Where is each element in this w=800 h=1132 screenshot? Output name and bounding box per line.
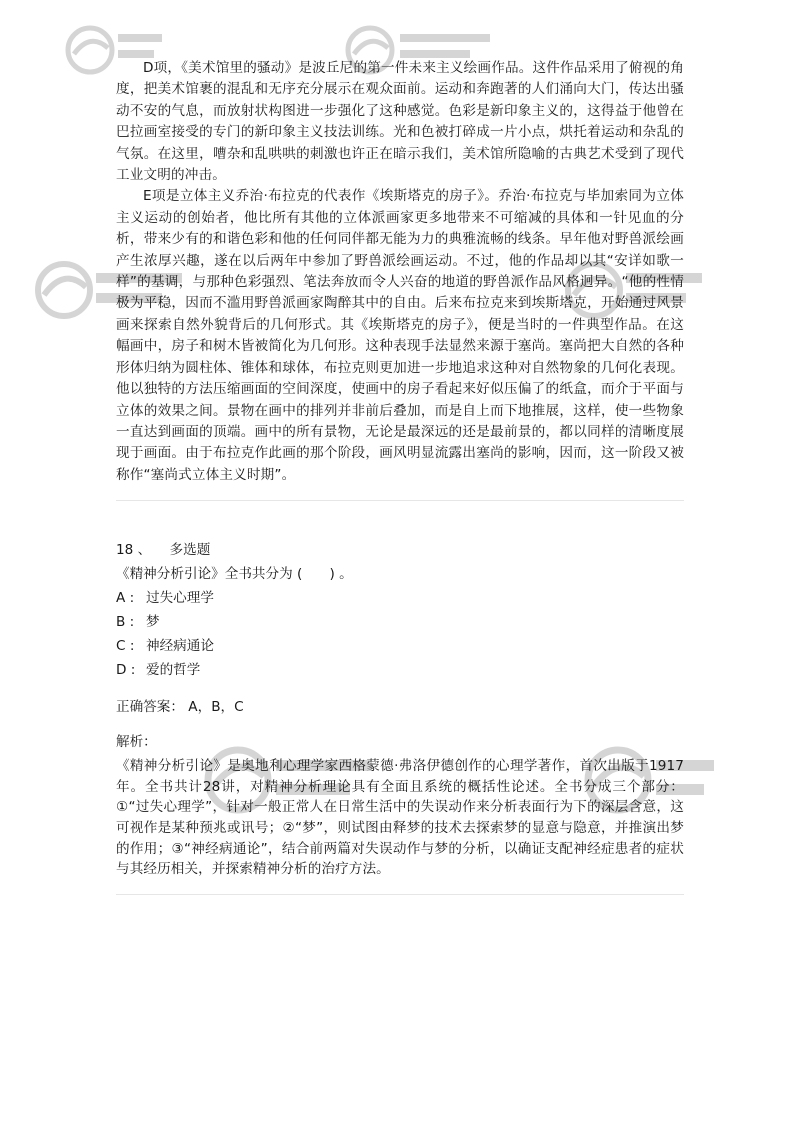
answer-value: A，B，C	[188, 699, 244, 716]
question-block	[116, 538, 684, 880]
option-letter: D :	[116, 662, 136, 679]
option-text: 神经病通论	[146, 638, 214, 655]
paragraph-option-d: D项，《美术馆里的骚动》是波丘尼的第一件未来主义绘画作品。这件作品采用了俯视的角度，把美术馆裹的混乱和无序充分展示在观众面前。运动和奔跑著的人们涌向大门，传达出骚动不安的气息，而放射状构图进一步强化了这种感觉。色彩是新印象主义的，这得益于他曾在巴拉画室接受的专门的新印象主义技法训练。光和色被打碎成一片小点，烘托着运动和杂乱的气氛。在这里，嘈杂和乱哄哄的刺激也许正在暗示我们，美术馆所隐喻的古典艺术受到了现代工业文明的冲击。	[116, 60, 684, 184]
option-d	[116, 658, 684, 682]
analysis-label: 解析：	[116, 734, 157, 751]
section-divider	[116, 894, 684, 895]
option-text: 过失心理学	[146, 590, 214, 607]
answer-label: 正确答案：	[116, 699, 184, 716]
option-b	[116, 610, 684, 634]
correct-answer	[116, 695, 684, 719]
option-text: 梦	[146, 614, 160, 631]
option-c	[116, 634, 684, 658]
analysis-text: 《精神分析引论》是奥地利心理学家西格蒙德·弗洛伊德创作的心理学著作，首次出版于1917年。全书共计28讲，对精神分析理论具有全面且系统的概括性论述。全书分成三个部分：①“过失心理学”，针对一般正常人在日常生活中的失误动作来分析表面行为下的深层含意，这可视作是某种预兆或讯号；②“梦”，则试图由释梦的技术去探索梦的显意与隐意，并推演出梦的作用；③“神经病通论”，结合前两篇对失误动作与梦的分析，以确证支配神经症患者的症状与其经历相关，并探索精神分析的治疗方法。	[116, 758, 684, 878]
question-number: 18 、	[116, 542, 152, 559]
main-content	[116, 58, 684, 895]
option-letter: C :	[116, 638, 135, 655]
question-header	[116, 538, 684, 562]
question-stem: 《精神分析引论》全书共分为 ( ) 。	[116, 566, 353, 583]
option-text: 爱的哲学	[146, 662, 201, 679]
paragraph-option-e: E项是立体主义乔治·布拉克的代表作《埃斯塔克的房子》。乔治·布拉克与毕加索同为立体主义运动的创始者，他比所有其他的立体派画家更多地带来不可缩减的具体和一针见血的分析，带来少有的和谐色彩和他的任何同伴都无能为力的典雅流畅的线条。早年他对野兽派绘画产生浓厚兴趣，遂在以后两年中参加了野兽派绘画运动。不过，他的作品却以其“安详如歌一样”的基调，与那种色彩强烈、笔法奔放而令人兴奋的地道的野兽派作品风格迥异。“他的性情极为平稳，因而不滥用野兽派画家陶醉其中的自由。后来布拉克来到埃斯塔克，开始通过风景画来探索自然外貌背后的几何形式。其《埃斯塔克的房子》，便是当时的一件典型作品。在这幅画中，房子和树木皆被简化为几何形。这种表现手法显然来源于塞尚。塞尚把大自然的各种形体归纳为圆柱体、锥体和球体，布拉克则更加进一步地追求这种对自然物象的几何化表现。他以独特的方法压缩画面的空间深度，使画中的房子看起来好似压偏了的纸盒，而介于平面与立体的效果之间。景物在画中的排列并非前后叠加，而是自上而下地推展，这样，使一些物象一直达到画面的顶端。画中的所有景物，无论是最深远的还是最前景的，都以同样的清晰度展现于画面。由于布拉克作此画的那个阶段，画风明显流露出塞尚的影响，因而，这一阶段又被称作“塞尚式立体主义时期”。	[116, 188, 684, 483]
option-letter: A :	[116, 590, 135, 607]
options-list	[116, 586, 684, 682]
section-divider	[116, 500, 684, 501]
option-a	[116, 586, 684, 610]
question-type: 多选题	[169, 542, 211, 559]
option-letter: B :	[116, 614, 135, 631]
